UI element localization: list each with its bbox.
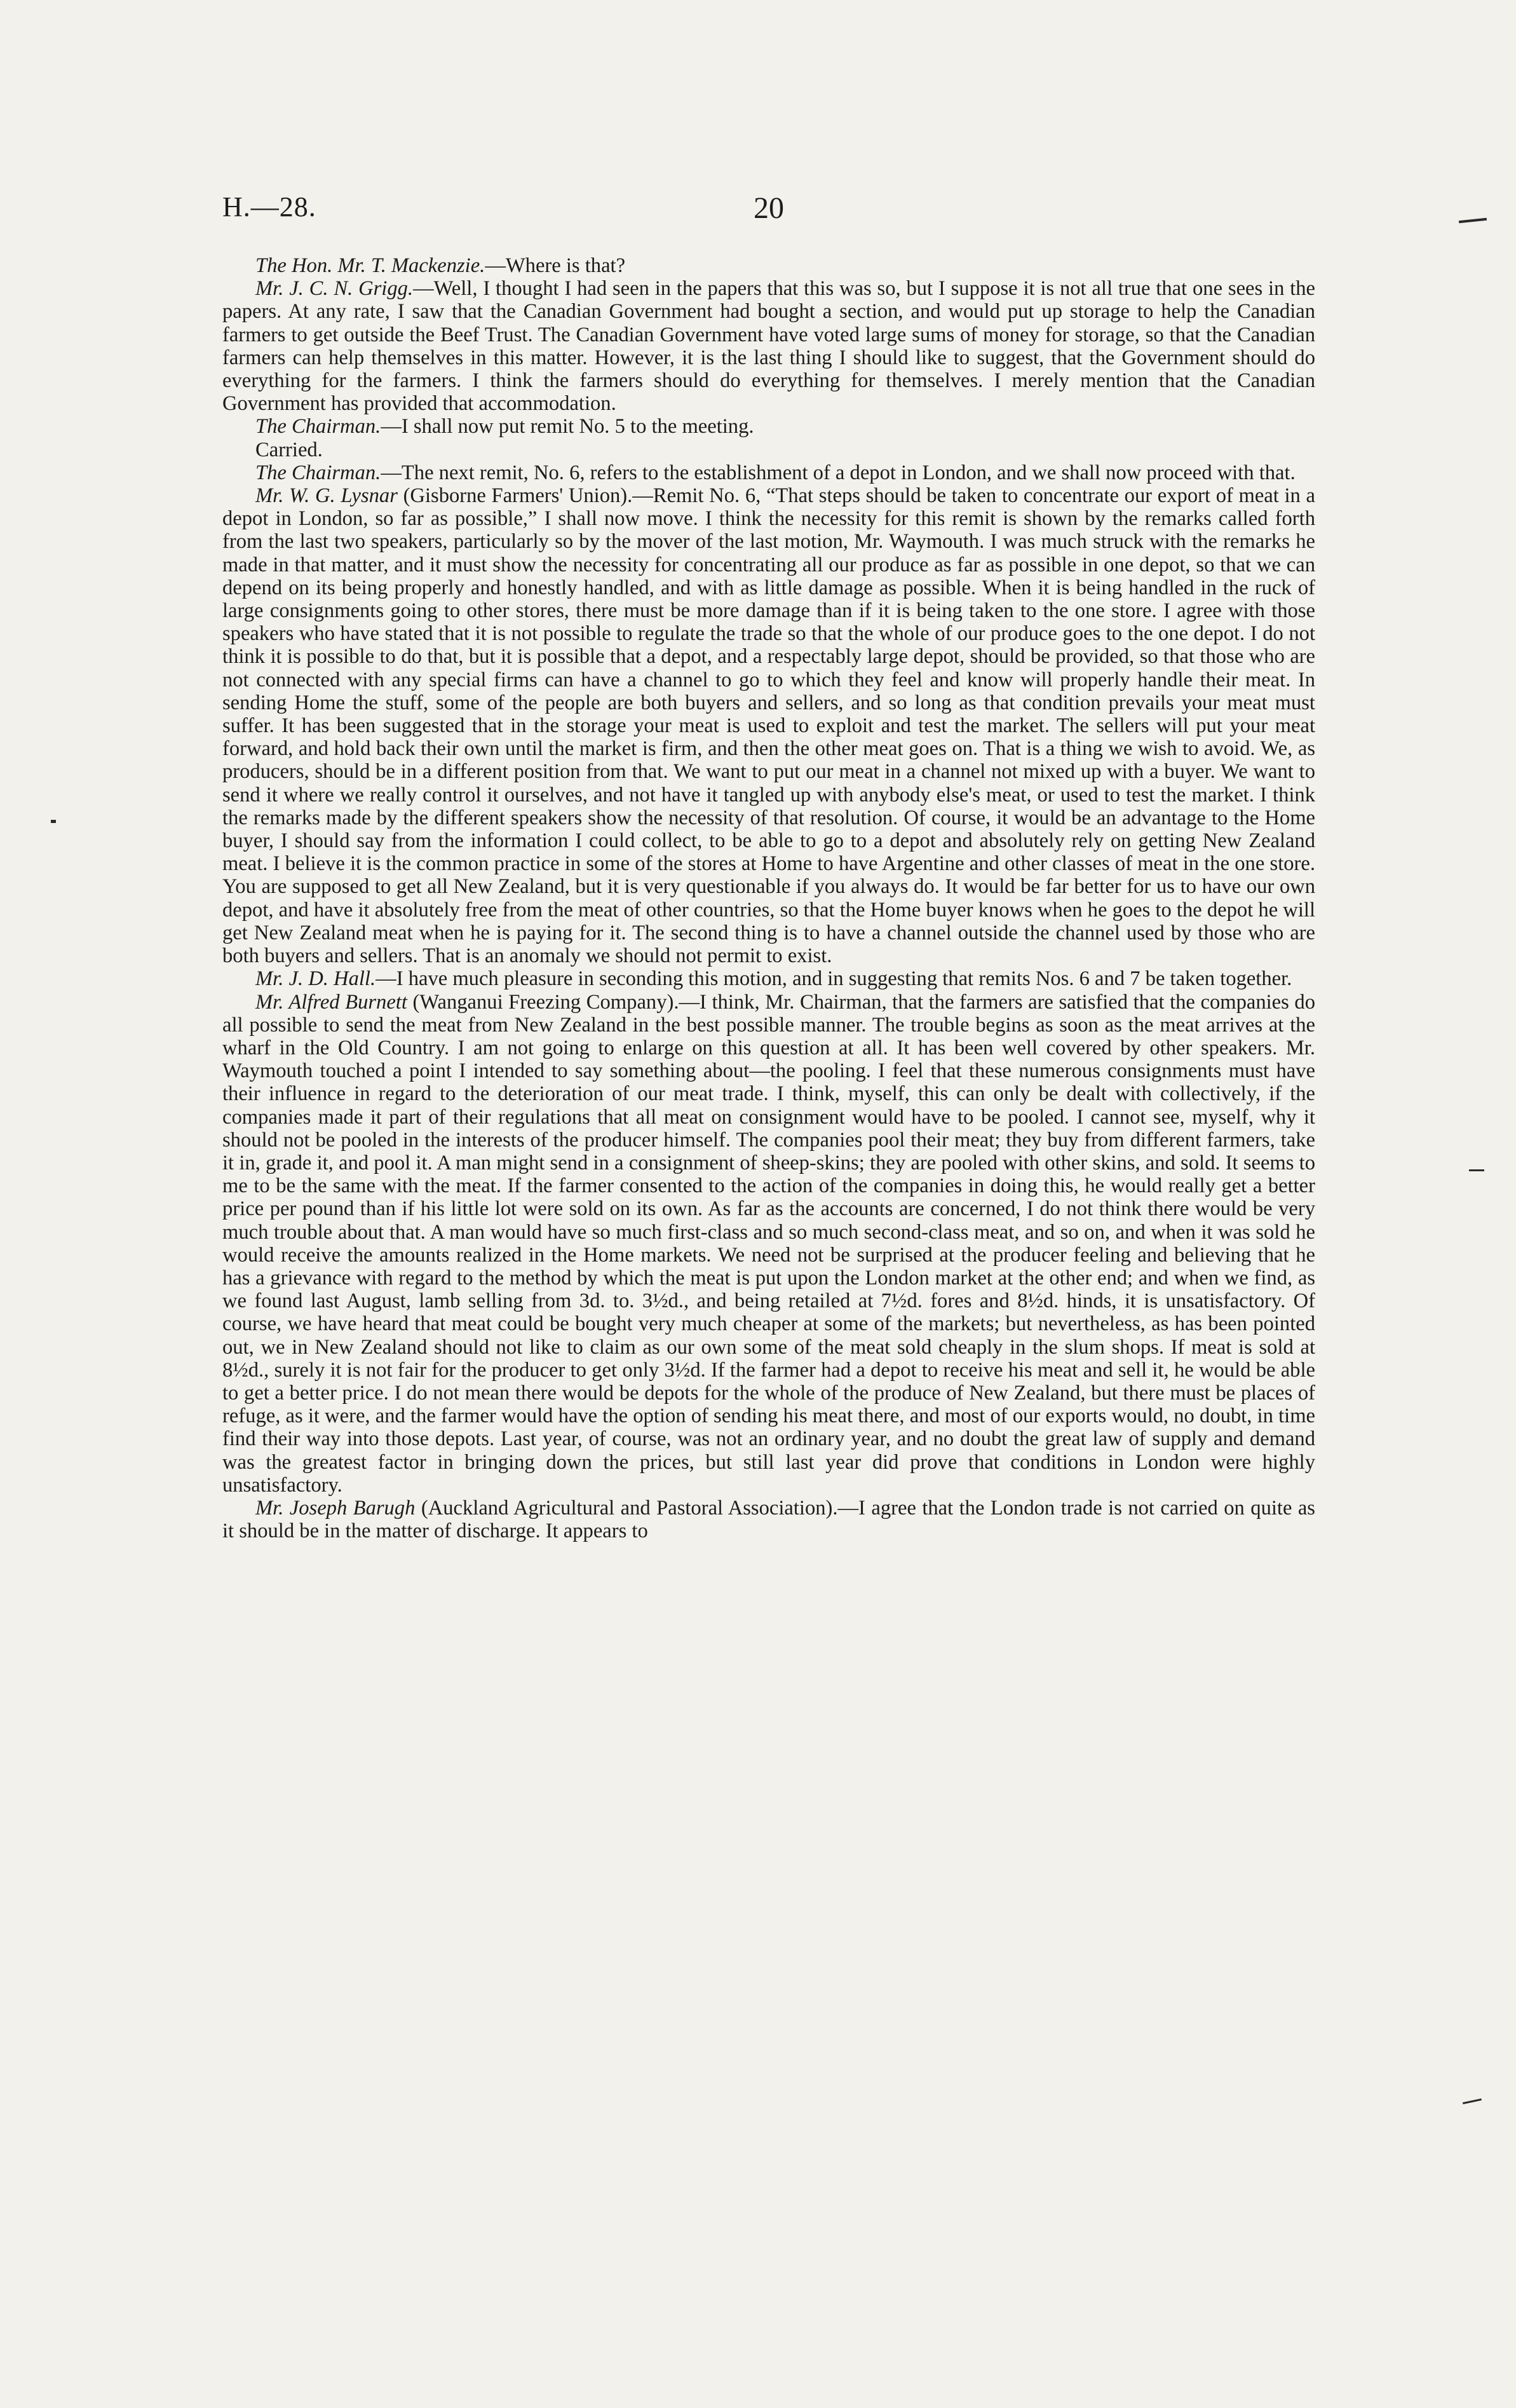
paragraph-text: —I shall now put remit No. 5 to the meeting.	[381, 415, 754, 439]
paragraph	[222, 415, 1315, 438]
paragraph	[222, 1497, 1315, 1542]
paragraph-text: —I have much pleasure in seconding this motion, and in suggesting that remits Nos. 6 and 7 be taken together.	[376, 967, 1292, 991]
paragraph-text: —The next remit, No. 6, refers to the establishment of a depot in London, and we shall now proceed with that.	[381, 461, 1296, 484]
paragraph	[222, 277, 1315, 415]
paragraph	[222, 461, 1315, 484]
scan-margin-mark	[1469, 1169, 1484, 1171]
body-text	[222, 254, 1315, 1542]
paragraph-text: (Auckland Agricultural and Pastoral Association).—I agree that the London trade is not carried on quite as it should be in the matter of discharge. It appears to	[222, 1496, 1315, 1543]
paragraph	[222, 484, 1315, 967]
document-reference: H.—28.	[222, 191, 316, 222]
scan-margin-mark	[1463, 2098, 1482, 2104]
scan-margin-mark	[51, 820, 56, 823]
speaker-name: Mr. Alfred Burnett	[255, 990, 407, 1014]
speaker-name: Mr. J. C. N. Grigg.	[255, 277, 414, 301]
page-header	[222, 191, 1315, 229]
paragraph	[222, 967, 1315, 990]
paragraph	[222, 991, 1315, 1497]
paragraph	[222, 254, 1315, 277]
speaker-name: The Hon. Mr. T. Mackenzie.	[255, 254, 485, 277]
speaker-name: Mr. W. G. Lysnar	[255, 484, 398, 508]
speaker-name: Mr. Joseph Barugh	[255, 1496, 416, 1520]
paragraph	[222, 439, 1315, 461]
speaker-name: Mr. J. D. Hall.	[255, 967, 376, 991]
paragraph-text: (Wanganui Freezing Company).—I think, Mr. Chairman, that the farmers are satisfied that the companies do all possible to send the meat from New Zealand in the best possible manner. The trouble begins as soon as the meat arrives at the wharf in the Old Country. I am not going to enlarge on this question at all. It has been well covered by other speakers. Mr. Waymouth touched a point I intended to say something about—the pooling. I feel that these numerous consignments must have their influence in regard to the deterioration of our meat trade. I think, myself, this can only be dealt with collectively, if the companies made it part of their regulations that all meat on consignment would have to be pooled. I cannot see, myself, why it should not be pooled in the interests of the producer himself. The companies pool their meat; they buy from different farmers, take it in, grade it, and pool it. A man might send in a consignment of sheep-skins; they are pooled with other skins, and sold. It seems to me to be the same with the meat. If the farmer consented to the action of the companies in doing this, he would really get a better price per pound than if his little lot were sold on its own. As far as the accounts are concerned, I do not think there would be very much trouble about that. A man would have so much first-class and so much second-class meat, and so on, and when it was sold he would receive the amounts realized in the Home markets. We need not be surprised at the producer feeling and believing that he has a grievance with regard to the method by which the meat is put upon the London market at the other end; and when we find, as we found last August, lamb selling from 3d. to. 3½d., and being retailed at 7½d. fores and 8½d. hinds, it is unsatisfactory. Of course, we have heard that meat could be bought very much cheaper at some of the markets; but nevertheless, as has been pointed out, we in New Zealand should not like to claim as our own some of the meat sold cheaply in the slum shops. If meat is sold at 8½d., surely it is not fair for the producer to get only 3½d. If the farmer had a depot to receive his meat and sell it, he would be able to get a better price. I do not mean there would be depots for the whole of the produce of New Zealand, but there must be places of refuge, as it were, and the farmer would have the option of sending his meat there, and most of our exports would, no doubt, in time find their way into those depots. Last year, of course, was not an ordinary year, and no doubt the great law of supply and demand was the greatest factor in bringing down the prices, but still last year did prove that conditions in London were highly unsatisfactory.	[222, 990, 1315, 1497]
page-number: 20	[754, 191, 784, 225]
speaker-name: The Chairman.	[255, 415, 381, 439]
scan-margin-mark	[1459, 218, 1487, 224]
paragraph-text: —Where is that?	[485, 254, 626, 277]
paragraph-text: —Well, I thought I had seen in the papers that this was so, but I suppose it is not all true that one sees in the papers. At any rate, I saw that the Canadian Government had bought a section, and would put up storage to help the Canadian farmers to get outside the Beef Trust. The Canadian Government have voted large sums of money for storage, so that the Canadian farmers can help themselves in this matter. However, it is the last thing I should like to suggest, that the Government should do everything for the farmers. I think the farmers should do everything for themselves. I merely mention that the Canadian Government has provided that accommodation.	[222, 277, 1316, 416]
paragraph-text: Carried.	[255, 438, 323, 461]
speaker-name: The Chairman.	[255, 461, 381, 484]
paragraph-text: (Gisborne Farmers' Union).—Remit No. 6, “That steps should be taken to concentrate our export of meat in a depot in London, so far as possible,” I shall now move. I think the necessity for this remit is shown by the remarks called forth from the last two speakers, particularly so by the mover of the last motion, Mr. Waymouth. I was much struck with the remarks he made in that matter, and it must show the necessity for concentrating all our produce as far as possible in one depot, so that we can depend on its being properly and honestly handled, and with as little damage as possible. When it is being handled in the ruck of large consignments going to other stores, there must be more damage than if it is being taken to the one store. I agree with those speakers who have stated that it is not possible to regulate the trade so that the whole of our produce goes to the one depot. I do not think it is possible to do that, but it is possible that a depot, and a respectably large depot, should be provided, so that those who are not connected with any special firms can have a channel to go to which they feel and know will properly handle their meat. In sending Home the stuff, some of the people are both buyers and sellers, and so long as that condition prevails your meat must suffer. It has been suggested that in the storage your meat is used to exploit and test the market. The sellers will put your meat forward, and hold back their own until the market is firm, and then the other meat goes on. That is a thing we wish to avoid. We, as producers, should be in a different position from that. We want to put our meat in a channel not mixed up with a buyer. We want to send it where we really control it ourselves, and not have it tangled up with anybody else's meat, or used to test the market. I think the remarks made by the different speakers show the necessity of that resolution. Of course, it would be an advantage to the Home buyer, I should say from the information I could collect, to be able to go to a depot and absolutely rely on getting New Zealand meat. I believe it is the common practice in some of the stores at Home to have Argentine and other classes of meat in the one store. You are supposed to get all New Zealand, but it is very questionable if you always do. It would be far better for us to have our own depot, and have it absolutely free from the meat of other countries, so that the Home buyer knows when he goes to the depot he will get New Zealand meat when he is paying for it. The second thing is to have a channel outside the channel used by those who are both buyers and sellers. That is an anomaly we should not permit to exist.	[222, 484, 1315, 968]
